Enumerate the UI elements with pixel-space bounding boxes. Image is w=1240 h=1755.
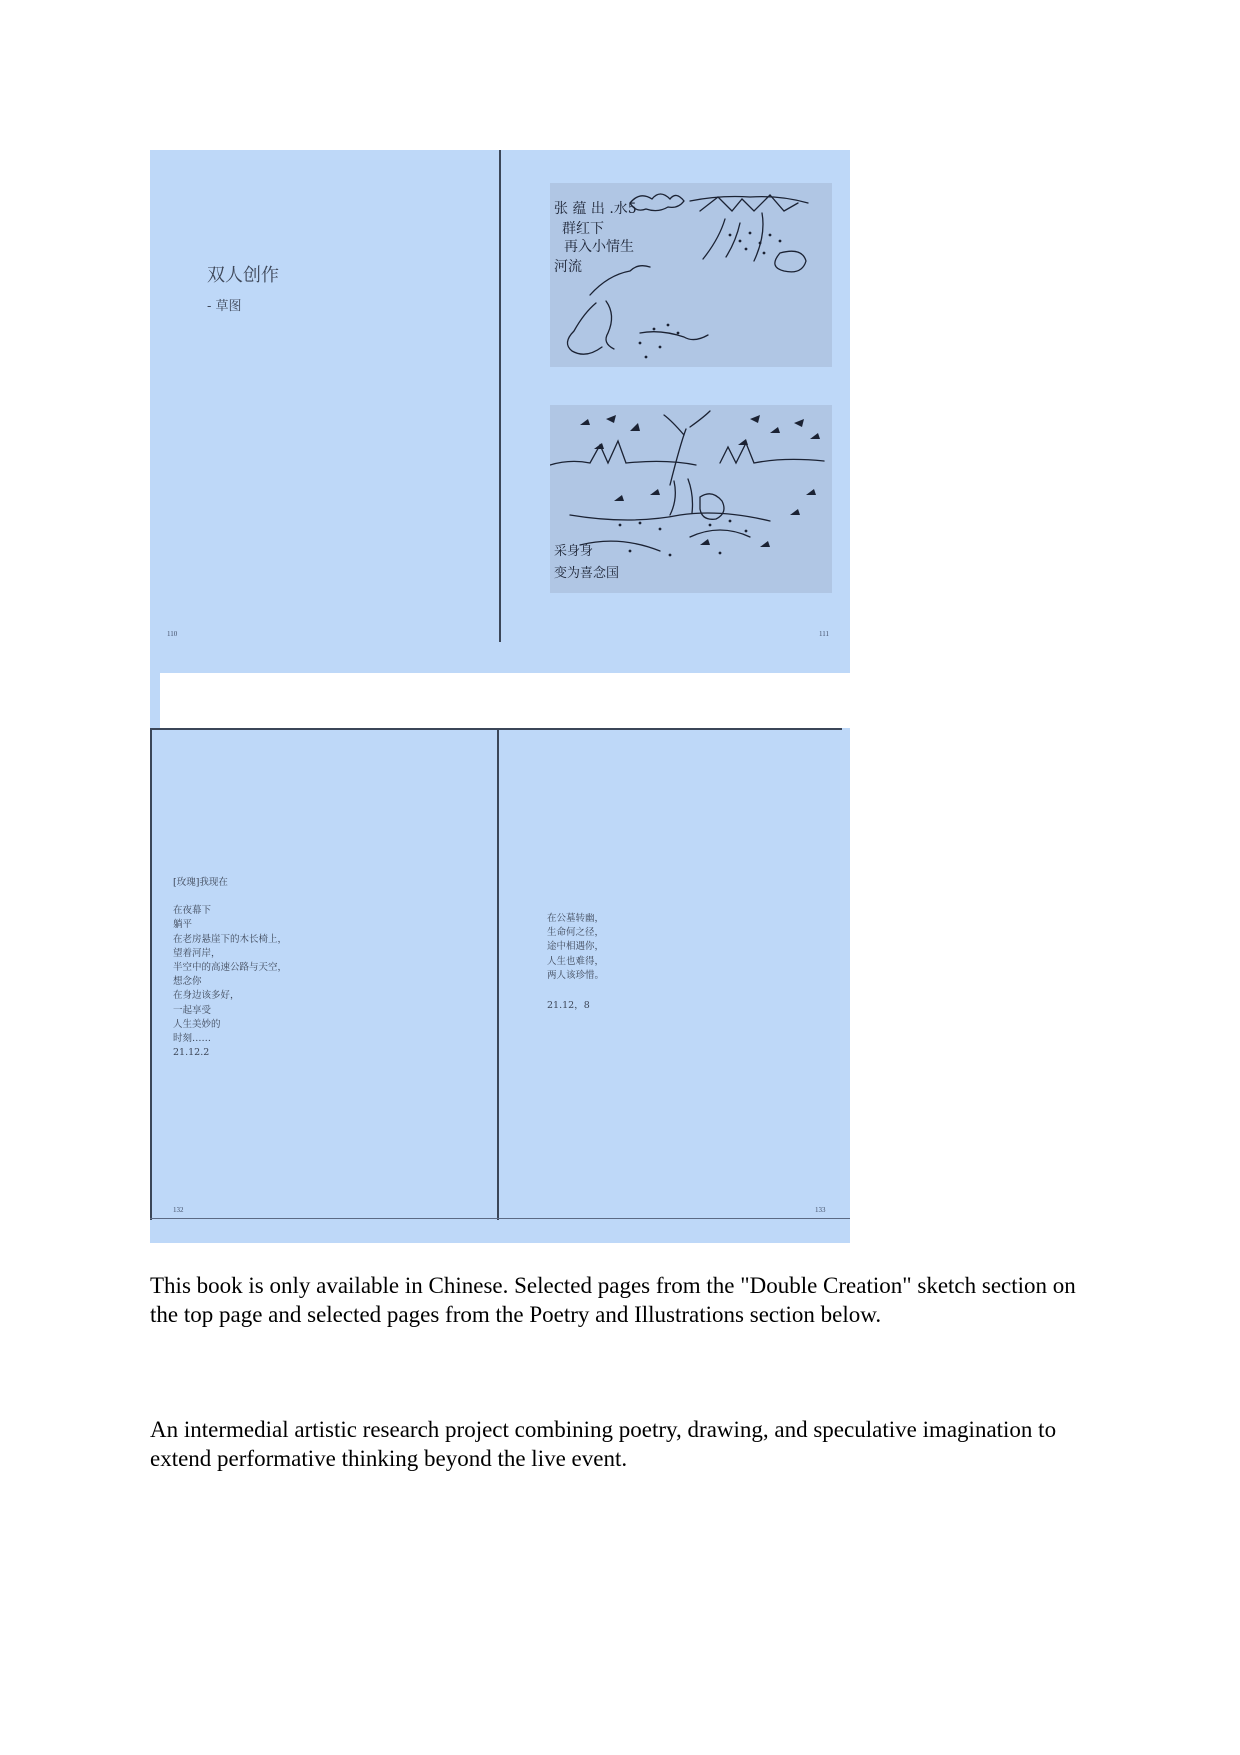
sketch-2-line-1: 采身身 bbox=[554, 544, 594, 559]
spread-left-border bbox=[150, 728, 152, 1220]
section-subtitle: - 草图 bbox=[207, 299, 242, 314]
section-title: 双人创作 bbox=[207, 265, 279, 286]
poem-left-line: 在老房悬崖下的木长椅上， bbox=[173, 933, 288, 945]
caption-project-description: An intermedial artistic research project combining poetry, drawing, and speculative imagination to extend performative thinking beyond the live event. bbox=[150, 1417, 1057, 1471]
poem-left-line: 在夜幕下 bbox=[173, 905, 212, 917]
sketch-image-2 bbox=[550, 405, 832, 593]
sketch-image-1 bbox=[550, 183, 832, 367]
page-number-right: 133 bbox=[815, 1206, 826, 1214]
poem-right-line: 途中相遇你， bbox=[547, 941, 605, 953]
poem-left-line: 躺平 bbox=[173, 919, 193, 931]
page-number-right: 111 bbox=[819, 630, 829, 638]
poem-right-line: 生命何之径， bbox=[547, 927, 605, 939]
spread-spine bbox=[497, 728, 499, 1220]
poem-right-line: 在公墓转幽， bbox=[547, 913, 605, 924]
poem-right-line: 两人该珍惜。 bbox=[547, 969, 605, 981]
poem-right bbox=[547, 912, 604, 1013]
poem-left-line: 人生美妙的 bbox=[173, 1018, 221, 1030]
poem-left-date: 21.12.2 bbox=[173, 1047, 210, 1059]
page-number-left: 132 bbox=[173, 1206, 184, 1214]
poem-left-line: 望着河岸， bbox=[173, 947, 221, 959]
book-spread-poems bbox=[150, 728, 850, 1243]
sketch-1-line-1: 张 蕴 出 .水5 bbox=[554, 201, 637, 217]
spread-spine bbox=[499, 150, 501, 642]
sketch-1-line-3: 再入小情生 bbox=[564, 239, 634, 255]
spread-bottom-border bbox=[150, 1218, 850, 1219]
poem-left-title: [玫瑰]我现在 bbox=[173, 877, 228, 888]
caption-availability: This book is only available in Chinese. Selected pages from the "Double Creation" sketch section on the top page and selected pages from the Poetry and Illustrations section below. bbox=[150, 1273, 1076, 1327]
poem-right-line: 人生也难得， bbox=[547, 955, 605, 967]
page-number-left: 110 bbox=[167, 630, 178, 638]
spread-gap bbox=[150, 673, 160, 728]
poem-right-date: 21.12，8 bbox=[547, 1000, 590, 1012]
poem-left-line: 半空中的高速公路与天空， bbox=[173, 962, 288, 974]
poem-left-line: 在身边该多好， bbox=[173, 990, 240, 1002]
poem-left-line: 一起享受 bbox=[173, 1004, 212, 1016]
book-spread-sketches bbox=[150, 150, 850, 673]
poem-left-line: 想念你 bbox=[173, 976, 202, 988]
poem-left-line: 时刻…… bbox=[173, 1033, 212, 1045]
spread-top-border bbox=[150, 728, 842, 730]
sketch-1-line-4: 河流 bbox=[554, 259, 582, 275]
sketch-1-line-2: 群红下 bbox=[562, 221, 604, 237]
sketch-2-line-2: 变为喜念国 bbox=[554, 566, 620, 581]
poem-left bbox=[173, 876, 287, 1060]
